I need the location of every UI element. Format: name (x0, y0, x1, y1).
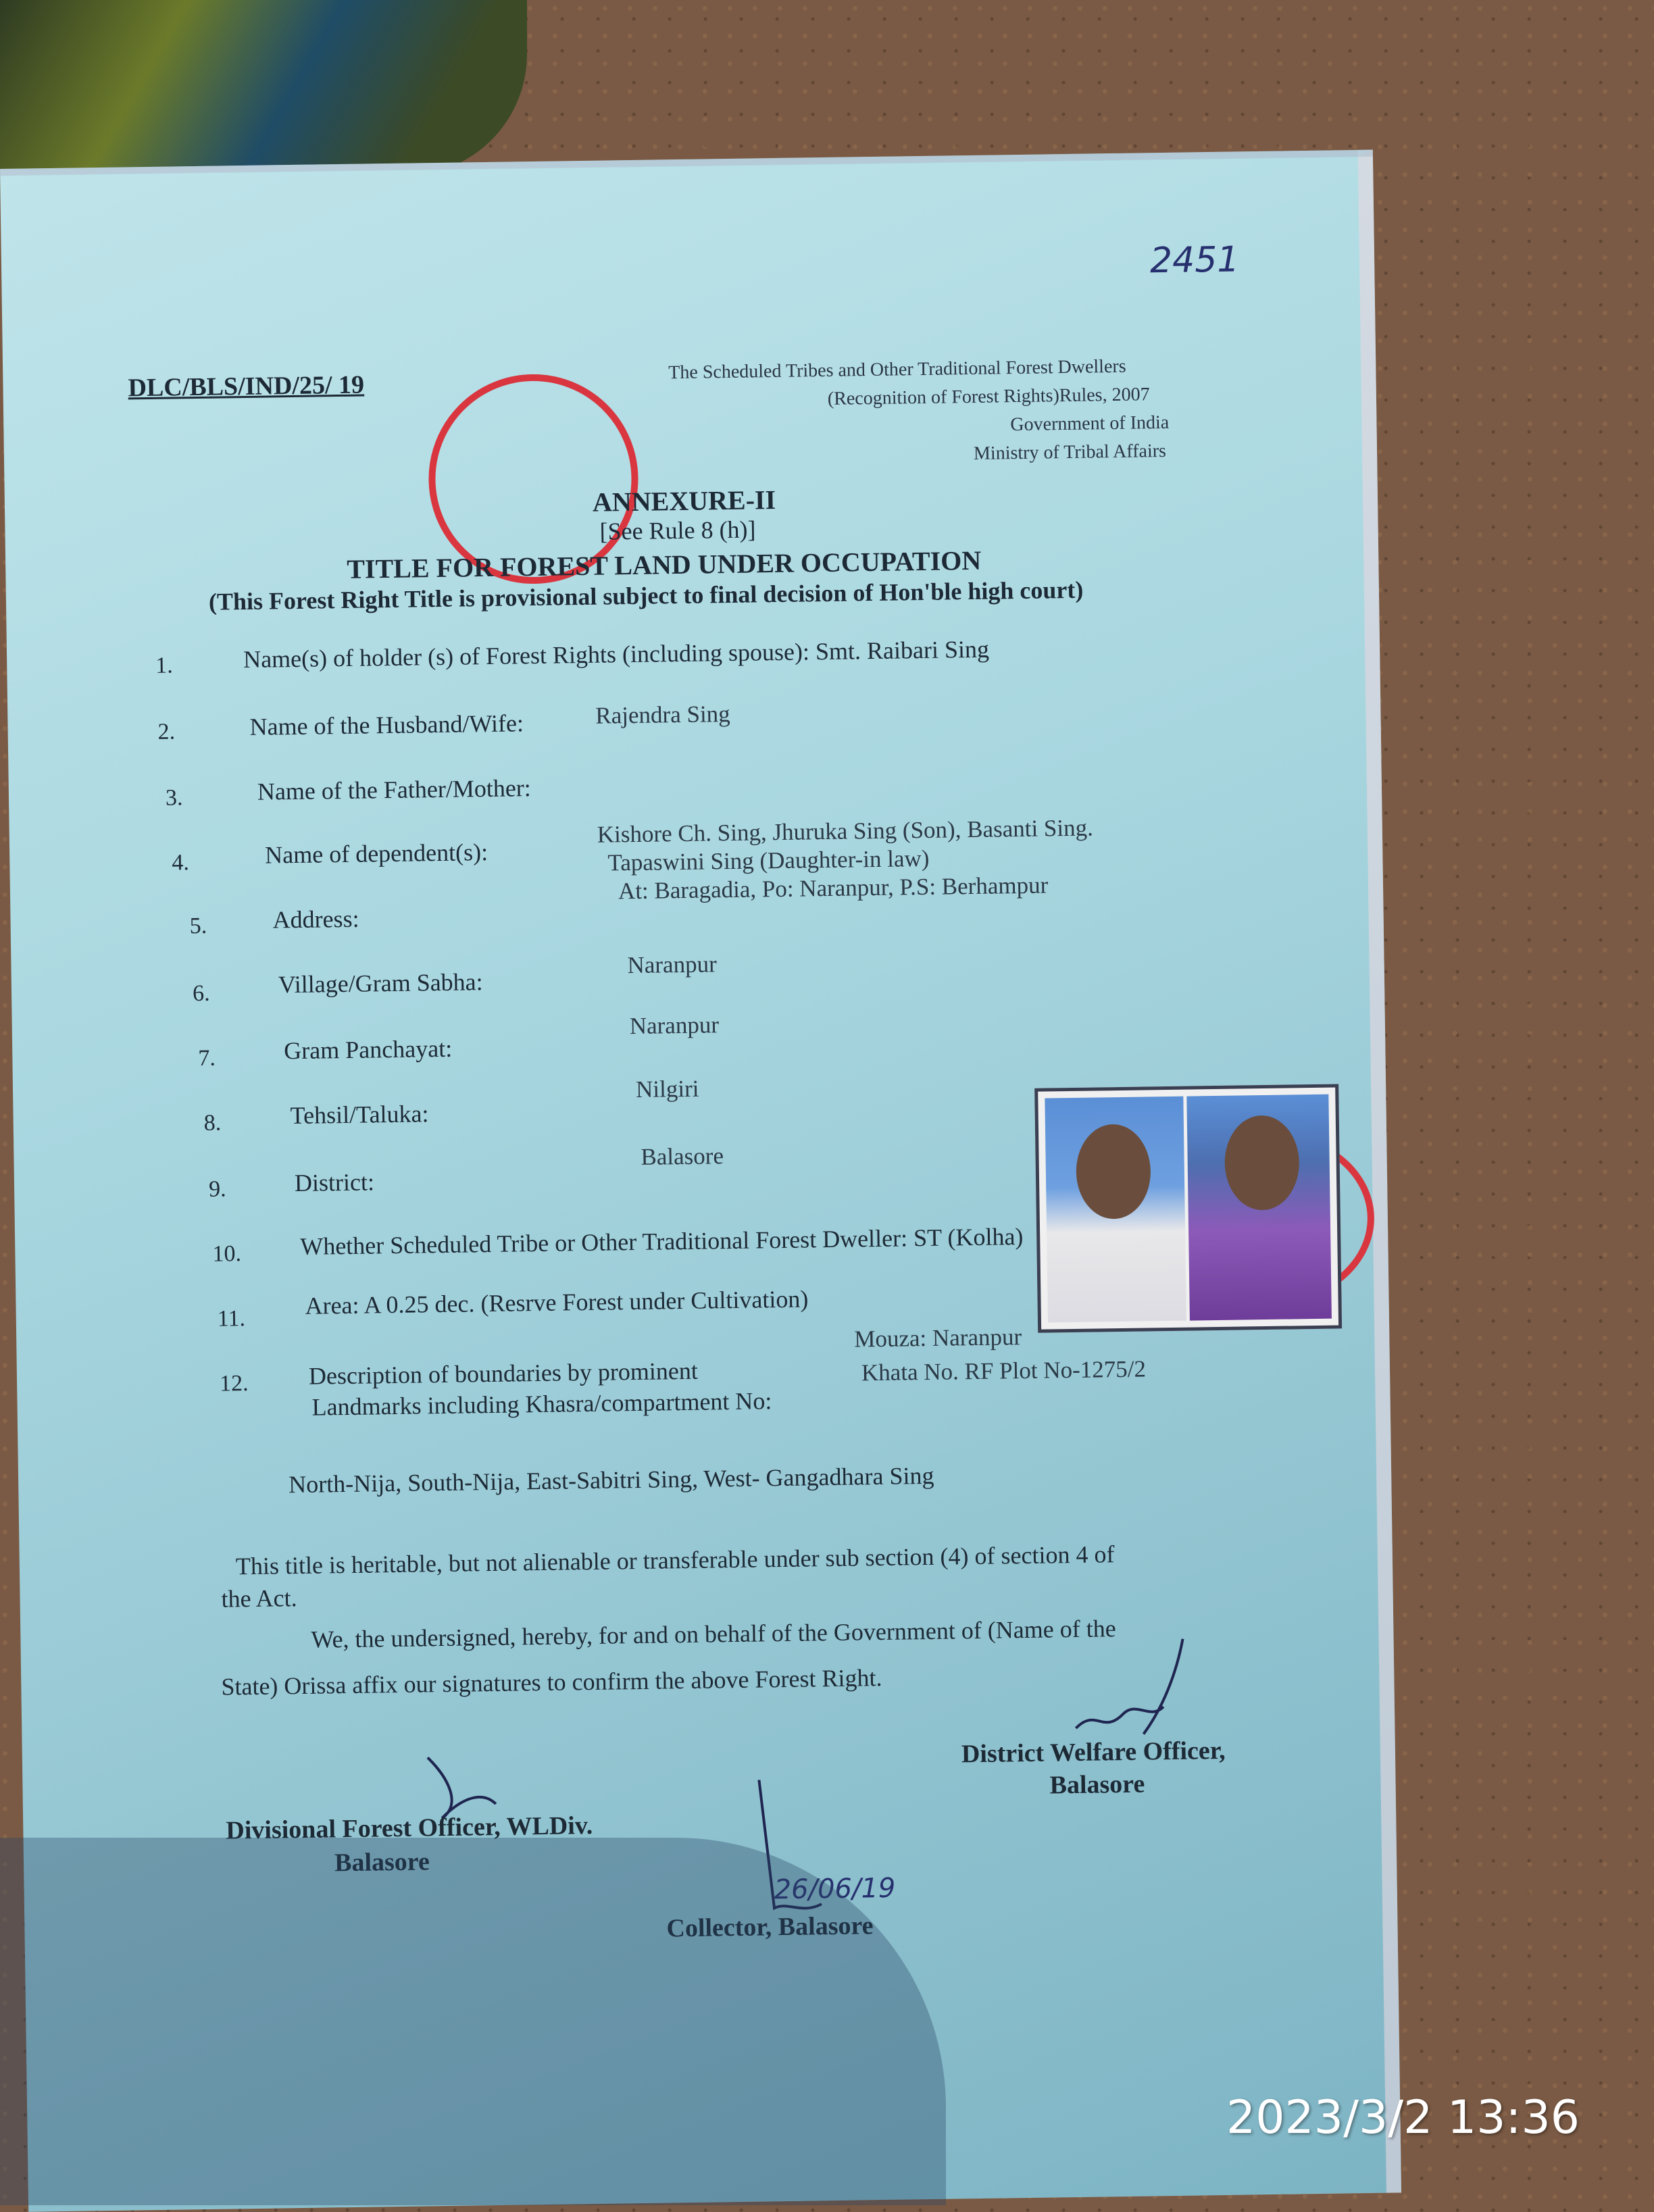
document-subtitle: (This Forest Right Title is provisional subject to final decision of Hon'ble high court) (208, 576, 1084, 615)
boundaries-text: North-Nija, South-Nija, East-Sabitri Sing, West- Gangadhara Sing (288, 1461, 934, 1499)
dfo-designation: Divisional Forest Officer, WLDiv. (226, 1811, 593, 1845)
reference-number: DLC/BLS/IND/25/ 19 (128, 370, 365, 403)
confirmation-clause: We, the undersigned, hereby, for and on behalf of the Government of (Name of the (311, 1615, 1116, 1653)
collector-designation: Collector, Balasore (666, 1911, 874, 1943)
heritable-clause-continued: the Act. (221, 1584, 297, 1613)
handwritten-number: 2451 (1149, 239, 1240, 282)
collector-sign-date: 26/06/19 (774, 1872, 896, 1906)
field-number: 3. (165, 785, 183, 811)
photo-wife (1186, 1095, 1332, 1321)
field-value: Balasore (641, 1142, 724, 1170)
camera-timestamp: 2023/3/2 13:36 (1226, 2091, 1580, 2144)
holder-photograph (1034, 1084, 1342, 1332)
field-number: 9. (208, 1176, 226, 1202)
field-number: 5. (189, 913, 207, 939)
photographer-shadow (0, 1838, 946, 2205)
field-value-continued: Tapaswini Sing (Daughter-in law) (607, 845, 930, 876)
field-label: Gram Panchayat: (283, 1034, 453, 1065)
field-label: Address: (272, 905, 359, 934)
field-label: Name(s) of holder (s) of Forest Rights (including spouse): Smt. Raibari Sing (243, 635, 990, 674)
dwo-designation: District Welfare Officer, (961, 1736, 1226, 1769)
field-label: Village/Gram Sabha: (278, 968, 483, 999)
field-label: Name of dependent(s): (264, 838, 488, 869)
field-label: Whether Scheduled Tribe or Other Traditional Forest Dweller: ST (Kolha) (300, 1223, 1024, 1260)
rule-reference: [See Rule 8 (h)] (599, 516, 756, 545)
field-label: Name of the Father/Mother: (257, 774, 532, 805)
field-number: 10. (212, 1241, 242, 1267)
photo-husband-face (1076, 1124, 1151, 1220)
field-value: At: Baragadia, Po: Naranpur, P.S: Berhampur (618, 872, 1049, 905)
field-value: Naranpur (629, 1011, 720, 1040)
field-label: Tehsil/Taluka: (290, 1100, 429, 1130)
field-label: District: (294, 1168, 375, 1197)
field-label: Name of the Husband/Wife: (249, 709, 524, 740)
field-value: Kishore Ch. Sing, Jhuruka Sing (Son), Basanti Sing. (597, 814, 1094, 848)
annexure-heading: ANNEXURE-II (592, 484, 776, 518)
document-title: TITLE FOR FOREST LAND UNDER OCCUPATION (347, 545, 982, 584)
field-value: Mouza: Naranpur (854, 1324, 1022, 1353)
dfo-location: Balasore (334, 1847, 430, 1878)
confirmation-clause-continued: State) Orissa affix our signatures to confirm the above Forest Right. (221, 1663, 882, 1701)
authority-line: (Recognition of Forest Rights)Rules, 2007 (827, 384, 1150, 409)
field-label: Description of boundaries by prominent (308, 1357, 699, 1390)
field-number: 11. (217, 1306, 246, 1332)
authority-line: Government of India (1010, 411, 1170, 436)
field-number: 8. (203, 1110, 222, 1136)
authority-line: Ministry of Tribal Affairs (973, 440, 1167, 464)
background-cloth (0, 0, 527, 176)
field-number: 7. (198, 1045, 216, 1072)
field-number: 1. (155, 653, 174, 678)
dwo-location: Balasore (1049, 1769, 1145, 1800)
field-number: 4. (172, 850, 190, 876)
field-label-continued: Landmarks including Khasra/compartment No: (311, 1387, 772, 1421)
photo-husband (1045, 1097, 1186, 1323)
field-value-continued: Khata No. RF Plot No-1275/2 (861, 1355, 1147, 1386)
heritable-clause: This title is heritable, but not alienable or transferable under sub section (4) of section 4 of (235, 1540, 1115, 1580)
field-number: 6. (192, 980, 210, 1007)
field-number: 12. (219, 1371, 249, 1397)
field-number: 2. (157, 719, 176, 745)
photo-wife-face (1224, 1115, 1300, 1211)
field-value: Naranpur (627, 951, 717, 979)
field-value: Rajendra Sing (595, 700, 730, 729)
field-label: Area: A 0.25 dec. (Resrve Forest under Cultivation) (305, 1285, 809, 1319)
authority-line: The Scheduled Tribes and Other Traditional Forest Dwellers (668, 355, 1126, 384)
field-value: Nilgiri (635, 1075, 699, 1103)
